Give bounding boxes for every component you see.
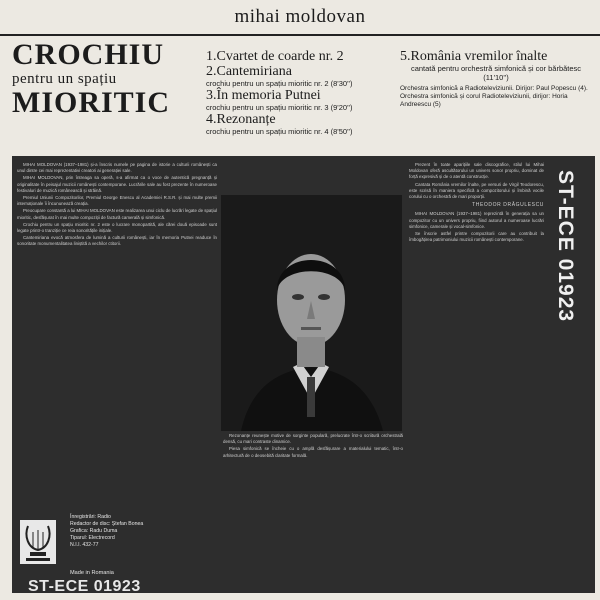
catalog-number-vertical <box>543 170 589 323</box>
composer-name: mihai moldovan <box>234 6 366 27</box>
track-3 <box>206 89 396 112</box>
catalog-number-bottom: ST-ECE 01923 <box>28 578 141 595</box>
catalog-number-text: ST-ECE 01923 <box>554 170 577 323</box>
portrait-illustration <box>221 195 402 431</box>
track-subtitle: crochiu pentru un spațiu mioritic nr. 2 (8'30'') <box>206 79 353 88</box>
credit-line: Înregistrări: Radio <box>70 514 111 520</box>
credit-line: N.I.I. 432-77 <box>70 542 99 548</box>
track-4 <box>206 113 396 136</box>
liner-paragraph: Cantata România vremilor înalte, pe versuri de Virgil Teodorescu, este scrisă în maniera specifică a compozitorului și îmbină vocile corului cu o orchestră de mari proporții. <box>409 181 544 200</box>
performer-notes: Orchestra simfonică a Radioteleviziunii. Dirijor: Paul Popescu (4). Orchestra simfonică și corul Radioteleviziunii, dirijor: Horia Andreescu (5) <box>400 85 588 108</box>
title-line-1: CROCHIU <box>12 38 165 71</box>
credit-line: Tiparul: Electrecord <box>70 535 115 541</box>
track-subtitle: cantată pentru orchestră simfonică și cor bărbătesc (11'10'') <box>410 64 582 82</box>
track-subtitle: crochiu pentru un spațiu mioritic nr. 4 (8'50'') <box>206 127 353 136</box>
liner-panel <box>12 156 595 593</box>
track-2 <box>206 65 396 88</box>
made-in-label: Made in Romania <box>70 570 114 576</box>
track-subtitle: crochiu pentru un spațiu mioritic nr. 3 (9'20'') <box>206 103 353 112</box>
liner-paragraph: Premiul Uniunii Compozitorilor, Premiul George Enescu al Academiei R.S.R. și mai multe premii internaționale îi încununează creația. <box>17 195 217 207</box>
title-line-3: MIORITIC <box>12 86 171 119</box>
lyre-icon <box>20 520 56 564</box>
liner-paragraph: Piesa simfonică se încheie cu o amplă desfășurare a materialului tematic, într-o arhitectură de o deosebită claritate formală. <box>223 446 403 458</box>
liner-paragraph: MIHAI MOLDOVAN, prin întreaga sa operă, s-a afirmat ca o voce de autentică pregnanță și originalitate în peisajul muzicii românești contemporane. Lucrările sale au fost prezente în numeroase festivaluri de muzică românească și străină. <box>17 175 217 193</box>
liner-paragraph: Preocupare constantă a lui MIHAI MOLDOVAN este realizarea unui ciclu de lucrări legate de spațiul mioritic, desfășurat în mai multe compoziții de factură camerală și simfonică. <box>17 208 217 220</box>
track-title: 4.Rezonanțe <box>206 112 276 127</box>
electrecord-logo-icon <box>20 520 56 564</box>
credit-line: Redactor de disc: Ștefan Bonea <box>70 521 144 527</box>
track-title: 5.România vremilor înalte <box>400 49 548 64</box>
composer-portrait <box>221 195 402 431</box>
liner-paragraph: Rezonanțe reunește motive de sorginte populară, prelucrate într-o scriitură orchestrală densă, cu mari contraste dinamice. <box>223 433 403 445</box>
credit-line: Grafica: Radu Duma <box>70 528 118 534</box>
liner-paragraph: Crochiu pentru un spațiu mioritic nr. 2 este o lucrare monopartită, ale cărei două episoade sunt legate printr-o tranziție ce reia sonoritățile inițiale. <box>17 221 217 234</box>
track-list <box>206 50 396 137</box>
track-1 <box>206 50 396 64</box>
track-title: 3.În memoria Putnei <box>206 88 321 103</box>
liner-column-3 <box>409 162 544 587</box>
header-rule <box>0 34 600 36</box>
title-line-2: pentru un spațiu <box>12 71 117 87</box>
album-title <box>12 40 202 118</box>
liner-paragraph: MIHAI MOLDOVAN (1937–1981) și-a înscris numele pe pagina de istorie a culturii românești ca unul dintre cei mai reprezentativi creatori ai generației sale. <box>17 162 217 174</box>
track-title: 2.Cantemiriana <box>206 64 292 79</box>
production-credits <box>70 514 190 549</box>
track-title: 1.Cvartet de coarde nr. 2 <box>206 49 344 64</box>
liner-column-2 <box>223 433 403 588</box>
liner-paragraph: Cantemiriana evocă atmosfera de lumină a culturii românești, iar În memoria Putnei readuce în sonoritate monumentalitatea liniștită a vechilor ctitorii. <box>17 235 217 247</box>
track-5 <box>400 50 592 109</box>
liner-paragraph: MIHAI MOLDOVAN (1937–1981) reprezintă în generația sa un compozitor cu un univers propriu, fiind autorul a numeroase lucrări simfonice, camerale și vocal-simfonice. <box>409 211 544 229</box>
liner-paragraph: Prezent în toate aparițiile sale discografice, stilul lui Mihai Moldovan oferă ascultătorului un univers sonor propriu, dominat de forță expresivă și de o atentă construcție. <box>409 162 544 180</box>
author-signature: THEODOR DRĂGULESCU <box>472 202 544 209</box>
liner-paragraph: Se înscrie astfel printre compozitorii care au contribuit la îmbogățirea patrimoniului muzicii românești contemporane. <box>409 231 544 243</box>
